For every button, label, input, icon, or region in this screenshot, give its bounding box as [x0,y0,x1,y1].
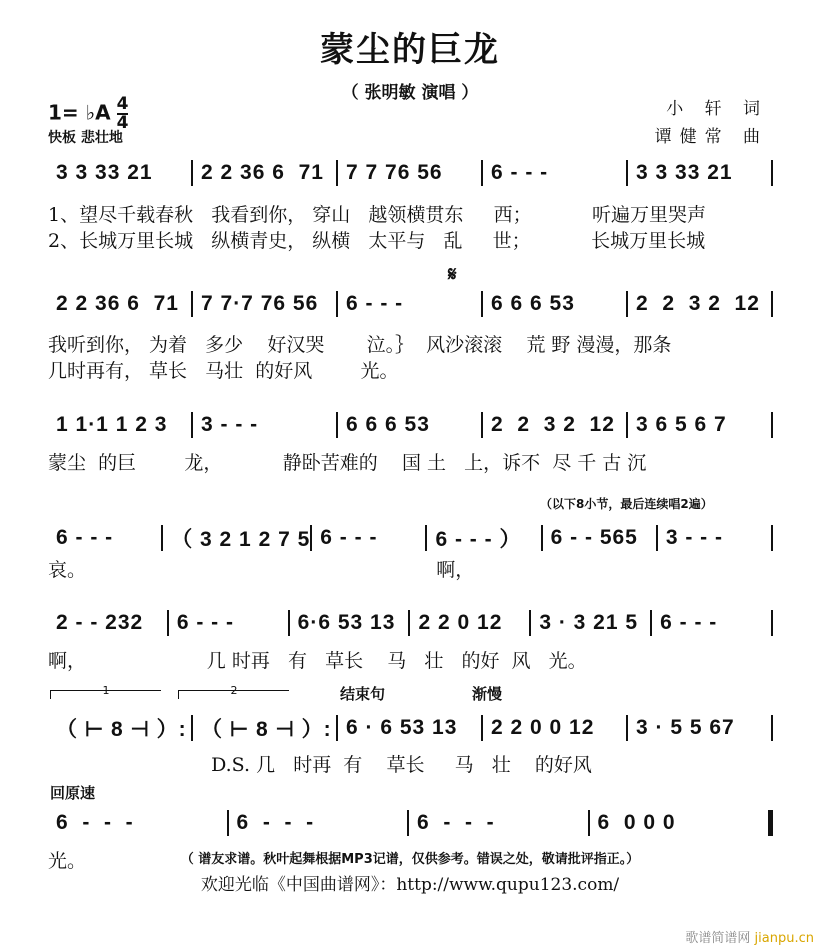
measure: 6 - - - [660,611,718,634]
measure: 6 6 6 53 [346,413,430,436]
measure: 3 - - - [665,526,724,549]
measure: 3 3 33 21 [56,161,153,184]
ending-label: 结束句 [340,685,386,703]
measure: 2 2 0 12 [418,611,503,634]
footer-note: （ 谱友求谱。秋叶起舞根据MP3记谱，仅供参考。错误之处，敬请批评指正。） [180,852,640,867]
barline [771,412,773,438]
song-title: 蒙尘的巨龙 [320,30,500,70]
barline [771,525,773,551]
measure: 7 7·7 76 56 [201,292,319,315]
composer: 谭健常 曲 [654,127,768,147]
lyric-line: 几时再有， 草长 马壮 的好风 光。 [48,360,399,382]
measure: 6 0 0 0 [597,811,676,834]
ritardando-label: 渐慢 [472,685,503,703]
measure: 6 - - - [176,611,234,634]
lyric-line: 2、长城万里长城 纵横青史， 纵横 太平与 乱 世； 长城万里长城 [48,230,706,252]
barline [771,160,773,186]
measure: 6 - - - [491,161,549,184]
measure: 6·6 53 13 [297,611,396,634]
measure: 6 - - - [320,526,378,549]
time-bottom: 4 [116,113,129,133]
measure: 6 - - - [236,811,315,834]
volta-1: 1 [50,690,161,699]
measure: 6 - - - [56,526,114,549]
measure: 3 3 33 21 [636,161,733,184]
notation-line [48,160,773,186]
measure: 6 - - 565 [550,526,638,549]
measure: 7 7 76 56 [346,161,443,184]
notation-line [48,523,773,553]
measure: 2 2 0 0 12 [491,716,595,739]
performer: （ 张明敏 演唱 ） [341,83,479,103]
measure: 3 6 5 6 7 [636,413,727,436]
tempo-marking: 快板 悲壮地 [48,130,123,146]
segno-sign: 𝄋 [448,262,457,286]
measure: 6 6 6 53 [491,292,575,315]
tempo-return: 回原速 [50,784,96,802]
notation-line [48,610,773,636]
lyric-line: 我听到你， 为着 多少 好汉哭 泣。｝ 风沙滚滚 荒 野 漫漫，那条 [48,334,672,356]
barline [771,715,773,741]
lyric-line: 光。 [48,850,87,872]
measure: 2 2 36 6 71 [201,161,324,184]
key-text: 1= ♭A [48,100,111,125]
lyric-line: 哀。 啊， [48,559,475,581]
measure: 3 · 3 21 5 [539,611,639,634]
measure: 6 · 6 53 13 [346,716,458,739]
measure: （ ⊢ 8 ⊣ ）: [56,718,187,741]
barline [771,291,773,317]
measure: 3 - - - [201,413,259,436]
measure: 2 2 3 2 12 [636,292,760,315]
lyric-line: 蒙尘 的巨 龙， 静卧苦难的 国 土 上，诉不 尽 千 古 沉 [48,452,647,474]
measure: 2 2 36 6 71 [56,292,179,315]
barline [771,610,773,636]
lyric-line: 1、望尽千载春秋 我看到你， 穿山 越领横贯东 西； 听遍万里哭声 [48,204,706,226]
notation-line [48,412,773,438]
watermark-cn: 歌谱简谱网 [685,931,751,946]
measure: 6 - - - [346,292,404,315]
lyricist: 小 轩 词 [666,99,768,119]
watermark [685,927,814,946]
measure: （ 3 2 1 2 7 5 [171,528,311,551]
notation-line [48,291,773,317]
measure: 1 1·1 1 2 3 [56,413,168,436]
website-link[interactable]: 欢迎光临《中国曲谱网》：http://www.qupu123.com/ [200,875,620,895]
measure: 2 - - 232 [56,611,144,634]
measure: 6 - - - ） [435,528,522,551]
measure: 6 - - - [417,811,495,834]
watermark-en: jianpu.cn [754,931,814,946]
lyric-line: D.S. 几 时再 有 草长 马 壮 的好风 [48,754,592,776]
measure: 2 2 3 2 12 [491,413,615,436]
lyric-line: 啊， 几 时再 有 草长 马 壮 的好 风 光。 [48,650,587,672]
measure: 3 · 5 5 67 [636,716,735,739]
volta-2: 2 [178,690,289,699]
repeat-note: （以下8小节，最后连续唱2遍） [540,497,713,511]
notation-line [48,810,773,836]
notation-line [48,713,773,743]
time-top: 4 [116,94,129,114]
measure: （ ⊢ 8 ⊣ ）: [201,718,332,741]
measure: 6 - - - [56,811,134,834]
barline [768,810,773,836]
